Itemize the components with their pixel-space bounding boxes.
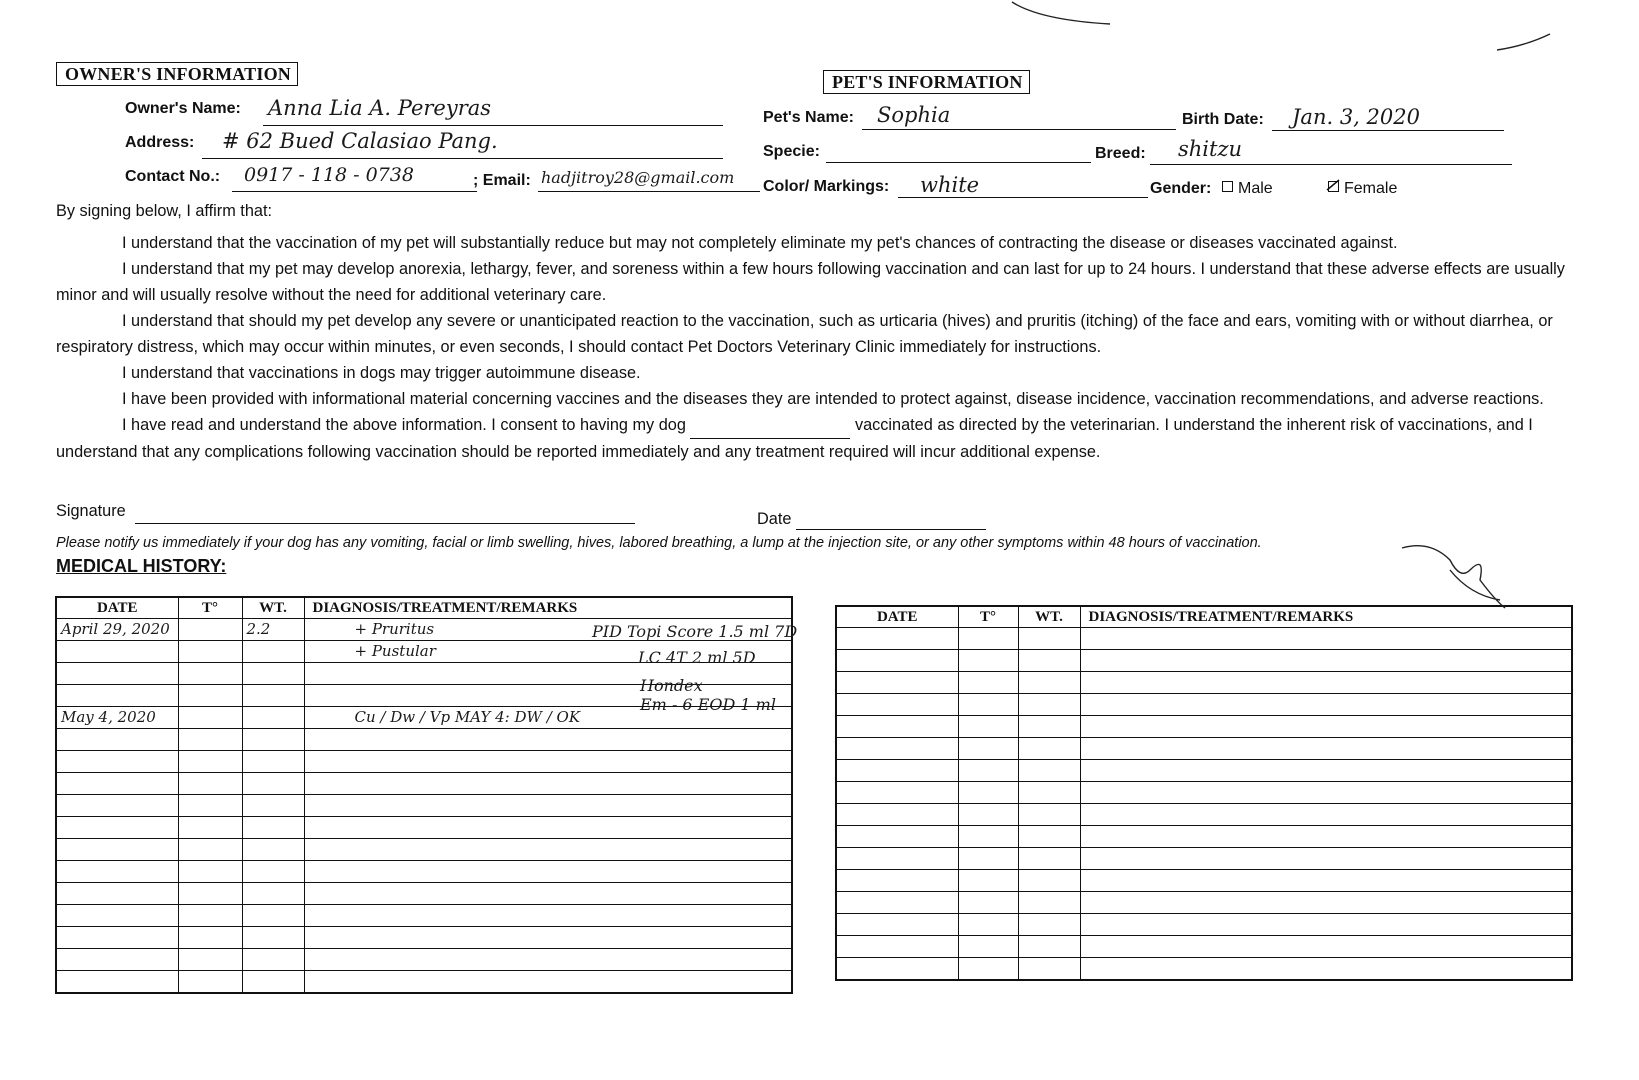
weight-cell[interactable] [1018, 936, 1080, 958]
consent-paragraph-1: I understand that the vaccination of my pet will substantially reduce but may not completely eliminate my pet's chances of contracting the disease or diseases vaccinated against. [122, 234, 1398, 252]
temp-cell[interactable] [178, 707, 242, 729]
contact-line [232, 190, 477, 192]
notes-cell[interactable] [1080, 672, 1572, 694]
date-cell[interactable] [836, 914, 958, 936]
temp-cell[interactable] [178, 861, 242, 883]
birth-date-value[interactable]: Jan. 3, 2020 [1292, 105, 1420, 129]
notes-cell[interactable] [304, 795, 792, 817]
date-cell[interactable] [56, 751, 178, 773]
date-cell[interactable] [836, 672, 958, 694]
table-row [56, 773, 792, 795]
temp-cell[interactable] [958, 958, 1018, 981]
table-row [836, 782, 1572, 804]
temp-cell[interactable] [958, 870, 1018, 892]
notes-cell[interactable] [304, 883, 792, 905]
date-cell[interactable] [836, 936, 958, 958]
consent-paragraph-2: I understand that my pet may develop anorexia, lethargy, fever, and soreness within a few hours following vaccination and can last for up to 24 hours. I understand that these adverse effects are usually minor and will usually resolve without the need for additional veterinary care. [56, 260, 1565, 304]
gender-female-option[interactable] [1328, 180, 1397, 198]
medical-history-title: MEDICAL HISTORY: [56, 556, 227, 576]
notes-cell[interactable] [1080, 892, 1572, 914]
table-row [836, 650, 1572, 672]
notes-cell[interactable] [1080, 738, 1572, 760]
temp-cell[interactable] [958, 782, 1018, 804]
date-cell[interactable] [836, 804, 958, 826]
col-weight: WT. [242, 597, 304, 619]
date-cell[interactable] [56, 949, 178, 971]
table-row [836, 848, 1572, 870]
weight-cell[interactable] [242, 795, 304, 817]
notes-cell[interactable] [304, 817, 792, 839]
temp-cell[interactable] [178, 817, 242, 839]
birth-date-line [1272, 129, 1504, 131]
temp-cell[interactable] [958, 716, 1018, 738]
date-cell[interactable] [56, 773, 178, 795]
temp-cell[interactable] [958, 694, 1018, 716]
table-row [56, 795, 792, 817]
weight-cell[interactable] [242, 905, 304, 927]
table-row [836, 958, 1572, 981]
date-cell[interactable] [836, 958, 958, 981]
temp-cell[interactable] [178, 927, 242, 949]
notes-cell[interactable] [1080, 848, 1572, 870]
notes-cell[interactable] [1080, 870, 1572, 892]
notes-cell[interactable] [304, 861, 792, 883]
side-note-4: Em - 6 EOD 1 ml [640, 695, 776, 714]
date-cell[interactable] [56, 795, 178, 817]
table-row [836, 914, 1572, 936]
table-row [56, 861, 792, 883]
temp-cell[interactable] [178, 839, 242, 861]
weight-cell[interactable] [242, 663, 304, 685]
weight-cell[interactable] [242, 729, 304, 751]
side-note-2: LC 4T 2 ml 5D [638, 648, 756, 667]
notes-cell[interactable] [304, 773, 792, 795]
owner-name-line [263, 124, 723, 126]
specie-line [826, 161, 1091, 163]
checkmark-icon [1326, 179, 1340, 191]
consent-paragraph-3: I understand that should my pet develop any severe or unanticipated reaction to the vaccination, such as urticaria (hives) and pruritis (itching) of the face and ears, vomiting with or without diarrhea, or respiratory distress, which may occur within minutes, or even seconds, I should contact Pet Doctors Veterinary Clinic immediately for instructions. [56, 312, 1553, 356]
notes-value: + Pustular [354, 642, 436, 660]
table-row [56, 905, 792, 927]
notes-cell[interactable] [304, 971, 792, 994]
address-line [202, 157, 723, 159]
breed-value[interactable]: shitzu [1178, 137, 1243, 161]
temp-cell[interactable] [178, 641, 242, 663]
female-checkbox[interactable] [1328, 181, 1339, 192]
consent-paragraph-6: I have read and understand the above information. I consent to having my dog vaccinated as directed by the veterinarian. I understand the inherent risk of vaccinations, and I understand that any complications following vaccination should be reported immediately and any treatment required will incur additional expense. [56, 412, 1566, 465]
temp-cell[interactable] [178, 971, 242, 994]
notes-cell[interactable] [1080, 716, 1572, 738]
color-markings-label: Color/ Markings: [763, 178, 890, 195]
weight-cell[interactable] [242, 685, 304, 707]
breed-label: Breed: [1095, 145, 1146, 162]
col-temp: T° [958, 606, 1018, 628]
weight-cell[interactable] [242, 971, 304, 994]
date-cell[interactable] [836, 760, 958, 782]
temp-cell[interactable] [958, 848, 1018, 870]
weight-cell[interactable] [1018, 892, 1080, 914]
date-cell[interactable] [56, 927, 178, 949]
notes-cell[interactable] [1080, 650, 1572, 672]
date-value: May 4, 2020 [61, 708, 156, 726]
notes-cell[interactable] [1080, 936, 1572, 958]
weight-value: 2.2 [246, 620, 271, 638]
consent-paragraphs [56, 230, 1566, 465]
col-diagnosis: DIAGNOSIS/TREATMENT/REMARKS [1080, 606, 1572, 628]
temp-cell[interactable] [958, 650, 1018, 672]
gender-female-label: Female [1344, 180, 1398, 197]
date-cell[interactable] [836, 650, 958, 672]
male-checkbox[interactable] [1222, 181, 1233, 192]
table-row [836, 738, 1572, 760]
temp-cell[interactable] [178, 685, 242, 707]
birth-date-label: Birth Date: [1182, 111, 1264, 128]
temp-cell[interactable] [178, 619, 242, 641]
signature-line[interactable] [135, 522, 635, 524]
email-label: ; Email: [473, 172, 531, 189]
date-cell[interactable] [56, 641, 178, 663]
date-cell[interactable] [836, 694, 958, 716]
table-row [836, 936, 1572, 958]
owner-name-value[interactable]: Anna Lia A. Pereyras [268, 96, 492, 120]
notes-value: Cu / Dw / Vp MAY 4: DW / OK [354, 708, 581, 726]
address-value[interactable]: # 62 Bued Calasiao Pang. [222, 129, 498, 153]
date-cell[interactable] [836, 738, 958, 760]
notes-cell[interactable] [1080, 628, 1572, 650]
weight-cell[interactable] [242, 751, 304, 773]
notes-cell[interactable] [1080, 760, 1572, 782]
table-row [836, 672, 1572, 694]
temp-cell[interactable] [178, 795, 242, 817]
date-cell[interactable] [56, 663, 178, 685]
date-cell[interactable] [56, 839, 178, 861]
pet-name-line [862, 128, 1176, 130]
date-cell[interactable] [56, 905, 178, 927]
col-temp: T° [178, 597, 242, 619]
temp-cell[interactable] [178, 663, 242, 685]
temp-cell[interactable] [958, 804, 1018, 826]
temp-cell[interactable] [958, 672, 1018, 694]
date-cell[interactable] [836, 716, 958, 738]
notes-value: + Pruritus [354, 620, 435, 638]
weight-cell[interactable] [242, 883, 304, 905]
weight-cell[interactable] [1018, 958, 1080, 981]
temp-cell[interactable] [178, 729, 242, 751]
pet-section-title: PET'S INFORMATION [823, 70, 1030, 94]
temp-cell[interactable] [178, 905, 242, 927]
email-value[interactable]: hadjitroy28@gmail.com [541, 168, 735, 187]
date-cell[interactable] [836, 826, 958, 848]
consent-intro: By signing below, I affirm that: [56, 202, 272, 220]
table-row [836, 760, 1572, 782]
table-row [836, 694, 1572, 716]
contact-value[interactable]: 0917 - 118 - 0738 [244, 164, 414, 186]
temp-cell[interactable] [958, 628, 1018, 650]
consent-paragraph-4: I understand that vaccinations in dogs may trigger autoimmune disease. [122, 364, 641, 382]
date-line[interactable] [796, 528, 986, 530]
notes-cell[interactable] [304, 949, 792, 971]
signature-scribble [1400, 540, 1510, 620]
weight-cell[interactable] [1018, 782, 1080, 804]
col-date: DATE [836, 606, 958, 628]
notes-cell[interactable] [1080, 914, 1572, 936]
notes-cell[interactable] [304, 839, 792, 861]
pen-mark-corner [1495, 30, 1555, 55]
weight-cell[interactable] [242, 949, 304, 971]
weight-cell[interactable] [242, 927, 304, 949]
temp-cell[interactable] [178, 883, 242, 905]
dog-name-blank[interactable] [690, 412, 850, 439]
weight-cell[interactable] [1018, 826, 1080, 848]
temp-cell[interactable] [958, 914, 1018, 936]
date-cell[interactable] [56, 883, 178, 905]
weight-cell[interactable] [1018, 694, 1080, 716]
date-cell[interactable] [56, 817, 178, 839]
date-cell[interactable] [56, 729, 178, 751]
table-row [56, 729, 792, 751]
col-date: DATE [56, 597, 178, 619]
date-cell[interactable] [56, 685, 178, 707]
notes-cell[interactable] [1080, 694, 1572, 716]
weight-cell[interactable] [1018, 848, 1080, 870]
weight-cell[interactable] [1018, 804, 1080, 826]
weight-cell[interactable] [1018, 914, 1080, 936]
notes-cell[interactable] [304, 729, 792, 751]
date-cell[interactable] [56, 861, 178, 883]
table-row [836, 826, 1572, 848]
table-row [836, 716, 1572, 738]
table-row [56, 927, 792, 949]
date-cell[interactable] [836, 782, 958, 804]
side-note-1: PID Topi Score 1.5 ml 7D [592, 622, 798, 641]
owner-name-label: Owner's Name: [125, 100, 241, 117]
date-cell[interactable] [836, 628, 958, 650]
date-cell[interactable] [56, 619, 178, 641]
weight-cell[interactable] [1018, 628, 1080, 650]
date-cell[interactable] [56, 971, 178, 994]
table-row [836, 804, 1572, 826]
breed-line [1150, 163, 1512, 165]
table-row [836, 870, 1572, 892]
temp-cell[interactable] [958, 892, 1018, 914]
color-markings-value[interactable]: white [920, 173, 980, 197]
medical-history-table-right [835, 605, 1573, 981]
signature-label: Signature [56, 502, 126, 520]
notes-cell[interactable] [1080, 804, 1572, 826]
address-label: Address: [125, 134, 195, 151]
pet-name-value[interactable]: Sophia [877, 103, 951, 127]
weight-cell[interactable] [242, 641, 304, 663]
notes-cell[interactable] [1080, 782, 1572, 804]
table-row [56, 751, 792, 773]
temp-cell[interactable] [178, 751, 242, 773]
notes-cell[interactable] [1080, 826, 1572, 848]
contact-label: Contact No.: [125, 168, 221, 185]
weight-cell[interactable] [242, 839, 304, 861]
notes-cell[interactable] [1080, 958, 1572, 981]
date-cell[interactable] [56, 707, 178, 729]
col-weight: WT. [1018, 606, 1080, 628]
date-value: April 29, 2020 [61, 620, 170, 638]
specie-label: Specie: [763, 143, 820, 160]
notes-cell[interactable] [304, 927, 792, 949]
table-row [56, 839, 792, 861]
date-label: Date [757, 510, 792, 528]
weight-cell[interactable] [1018, 738, 1080, 760]
email-line [538, 190, 760, 192]
weight-cell[interactable] [242, 619, 304, 641]
date-cell[interactable] [836, 870, 958, 892]
weight-cell[interactable] [242, 773, 304, 795]
date-cell[interactable] [836, 892, 958, 914]
weight-cell[interactable] [1018, 672, 1080, 694]
temp-cell[interactable] [178, 949, 242, 971]
notes-cell[interactable] [304, 751, 792, 773]
weight-cell[interactable] [1018, 716, 1080, 738]
side-note-3: Hondex [640, 676, 703, 695]
weight-cell[interactable] [1018, 760, 1080, 782]
weight-cell[interactable] [242, 817, 304, 839]
temp-cell[interactable] [958, 826, 1018, 848]
temp-cell[interactable] [178, 773, 242, 795]
table-row [56, 817, 792, 839]
table-row [836, 892, 1572, 914]
notes-cell[interactable] [304, 905, 792, 927]
gender-male-label: Male [1238, 180, 1273, 197]
pet-name-label: Pet's Name: [763, 109, 854, 126]
table-row [56, 883, 792, 905]
weight-cell[interactable] [1018, 650, 1080, 672]
table-row [836, 628, 1572, 650]
weight-cell[interactable] [1018, 870, 1080, 892]
owner-section-title: OWNER'S INFORMATION [56, 62, 298, 86]
col-diagnosis: DIAGNOSIS/TREATMENT/REMARKS [304, 597, 792, 619]
pen-mark-top [1010, 0, 1120, 30]
gender-label: Gender: [1150, 180, 1212, 197]
date-cell[interactable] [836, 848, 958, 870]
table-row [56, 971, 792, 994]
temp-cell[interactable] [958, 760, 1018, 782]
notice-text: Please notify us immediately if your dog has any vomiting, facial or limb swelling, hives, labored breathing, a lump at the injection site, or any other symptoms within 48 hours of vaccination. [56, 535, 1262, 551]
weight-cell[interactable] [242, 707, 304, 729]
temp-cell[interactable] [958, 936, 1018, 958]
gender-male-option[interactable] [1222, 180, 1273, 198]
table-row [56, 949, 792, 971]
weight-cell[interactable] [242, 861, 304, 883]
consent-paragraph-5: I have been provided with informational material concerning vaccines and the diseases they are intended to protect against, disease incidence, vaccination recommendations, and adverse reactions. [122, 390, 1544, 408]
temp-cell[interactable] [958, 738, 1018, 760]
